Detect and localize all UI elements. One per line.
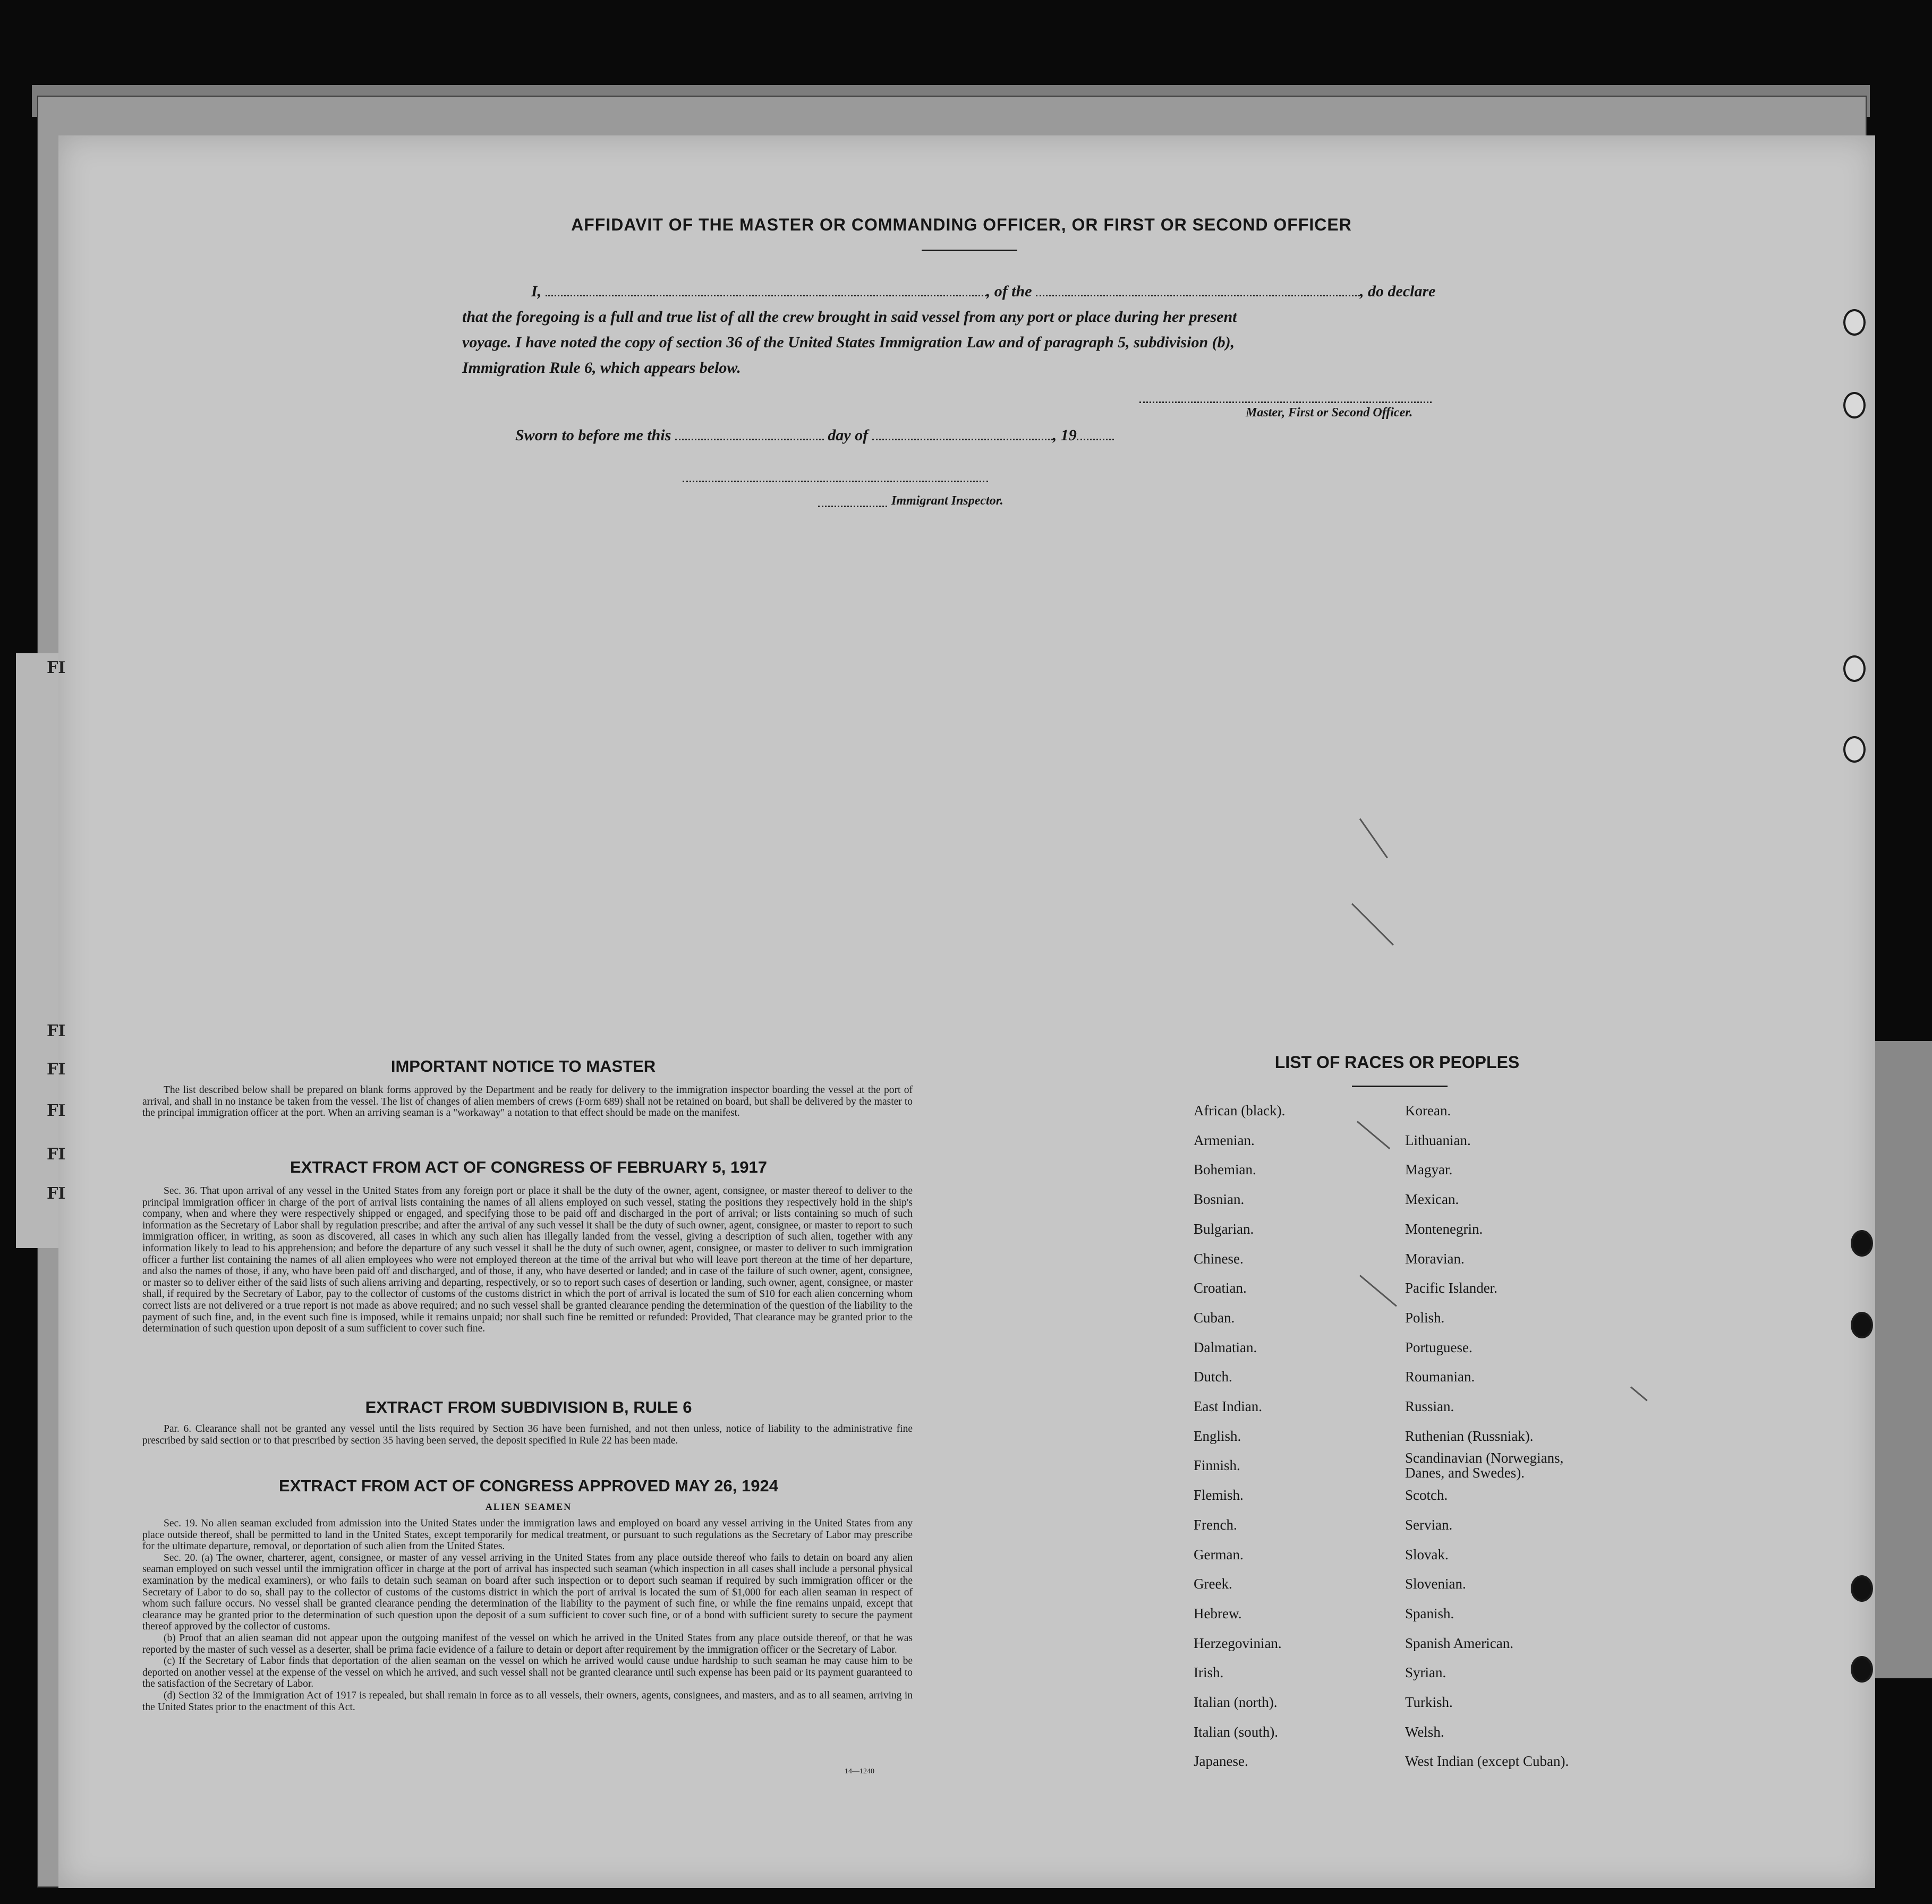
notice-text: The list described below shall be prepared on blank forms approved by the Department and be ready for delivery to the immigration inspector boarding the vessel at the port of arrival, and shall in no instance be taken from the vessel. The list of changes of alien members of crews (Form 689) shall not be retained on board, but shall be delivered by the master to the principal immigration officer at the port. When an arriving seaman is a "workaway" a notation to that effect should be made on the manifest. bbox=[142, 1085, 913, 1119]
margin-label: FI bbox=[47, 1060, 66, 1079]
race-item: Italian (north). bbox=[1194, 1694, 1278, 1711]
master-signature-label: Master, First or Second Officer. bbox=[1246, 406, 1413, 420]
vessel-blank[interactable] bbox=[1036, 282, 1360, 296]
races-title: LIST OF RACES OR PEOPLES bbox=[1274, 1053, 1520, 1072]
notice-title: IMPORTANT NOTICE TO MASTER bbox=[390, 1057, 656, 1075]
race-item: Flemish. bbox=[1194, 1487, 1244, 1504]
races-left-column bbox=[1194, 1096, 1285, 1777]
race-item: Finnish. bbox=[1194, 1457, 1240, 1474]
binder-hole-icon bbox=[1843, 655, 1866, 682]
race-item: Lithuanian. bbox=[1405, 1132, 1471, 1148]
race-item: Bosnian. bbox=[1194, 1191, 1245, 1208]
race-item: Slovenian. bbox=[1405, 1576, 1466, 1592]
margin-label: FI bbox=[47, 659, 66, 677]
extract-1924-text: Sec. 19. No alien seaman excluded from admission into the United States under the immigration laws and employed on board any vessel arriving in the United States from any place outside thereof, shall be permitted to land in the United States, except temporarily for medical treatment, or pursuant to such regulations as the Secretary of Labor may prescribe for the ultimate departure, removal, or deportation of such alien from the United States. Sec. 20. (a) The owner, charterer, agent, consignee, or master of any vessel arriving in the United States from any place outside thereof who fails to detain on board any alien seaman employed on such vessel until the immigration officer in charge at the port of arrival has inspected such seaman (which inspection in all cases shall include a personal physical examination by the medical examiners), or who fails to detain such seaman on board after such inspection or to deport such seaman if required by such immigration officer or the Secretary of Labor to do so, shall pay to the collector of customs of the customs district in which the port of arrival is located the sum of $1,000 for each alien seaman in respect of whom such failure occurs. No vessel shall be granted clearance pending the determination of the liability to the payment of such fine, or while the fine remains unpaid, except that clearance may be granted prior to the determination of such question upon the deposit of a sum sufficient to cover such fine, or of a bond with sufficient surety to secure the payment thereof approved by the collector of customs. (b) Proof that an alien seaman did not appear upon the outgoing manifest of the vessel on which he arrived in the United States from any place outside thereof, or that he was reported by the master of such vessel as a deserter, shall be prima facie evidence of a failure to detain or deport after requirement by the immigration officer or the Secretary of Labor. (c) If the Secretary of Labor finds that deportation of the alien seaman on the vessel on which he arrived would cause undue hardship to such seaman he may cause him to be deported on another vessel at the expense of the vessel on which he arrived, and such vessel shall not be granted clearance until such expense has been paid or its payment guaranteed to the satisfaction of the Secretary of Labor. (d) Section 32 of the Immigration Act of 1917 is repealed, but shall remain in force as to all vessels, their owners, agents, consignees, and masters, and as to all seamen, arriving in the United States prior to the enactment of this Act. bbox=[142, 1518, 913, 1713]
extract-1924-title: EXTRACT FROM ACT OF CONGRESS APPROVED MAY 26, 1924 bbox=[279, 1476, 778, 1495]
affidavit-text bbox=[462, 279, 1477, 381]
binder-hole-icon bbox=[1843, 736, 1866, 763]
race-item: Portuguese. bbox=[1405, 1339, 1473, 1355]
alien-seamen-subtitle: ALIEN SEAMEN bbox=[485, 1501, 572, 1512]
binder-hole-icon bbox=[1851, 1230, 1873, 1257]
race-item: Mexican. bbox=[1405, 1191, 1459, 1208]
sworn-month-blank[interactable] bbox=[872, 426, 1053, 440]
extract-rule6-title: EXTRACT FROM SUBDIVISION B, RULE 6 bbox=[365, 1398, 692, 1416]
race-item: Hebrew. bbox=[1194, 1605, 1242, 1621]
extract-rule6-text: Par. 6. Clearance shall not be granted any vessel until the lists required by Section 36 have been furnished, and not then unless, notice of liability to the administrative fine prescribed by said section or to that prescribed by section 35 having been served, the deposit specified in Rule 22 has been made. bbox=[142, 1423, 913, 1446]
margin-label: FI bbox=[47, 1022, 66, 1040]
race-item: Welsh. bbox=[1405, 1723, 1444, 1740]
race-item: Servian. bbox=[1405, 1516, 1453, 1533]
race-item: Turkish. bbox=[1405, 1694, 1453, 1711]
race-item: Russian. bbox=[1405, 1398, 1454, 1415]
race-item: Spanish. bbox=[1405, 1605, 1454, 1621]
race-item: West Indian (except Cuban). bbox=[1405, 1753, 1569, 1770]
race-item: Ruthenian (Russniak). bbox=[1405, 1428, 1534, 1444]
extract-1917-title: EXTRACT FROM ACT OF CONGRESS OF FEBRUARY 5, 1917 bbox=[290, 1158, 767, 1176]
race-item: East Indian. bbox=[1194, 1398, 1262, 1415]
races-title-rule bbox=[1352, 1086, 1448, 1087]
sworn-year-blank[interactable] bbox=[1077, 426, 1114, 440]
binder-hole-icon bbox=[1843, 392, 1866, 419]
race-item: Irish. bbox=[1194, 1664, 1224, 1681]
binder-hole-icon bbox=[1851, 1575, 1873, 1602]
sworn-line: Sworn to before me this day of , 19 bbox=[515, 426, 1114, 445]
race-item: Montenegrin. bbox=[1405, 1220, 1483, 1237]
race-item: Bulgarian. bbox=[1194, 1220, 1254, 1237]
race-item: English. bbox=[1194, 1428, 1241, 1444]
margin-label: FI bbox=[47, 1145, 66, 1164]
race-item: Italian (south). bbox=[1194, 1723, 1278, 1740]
master-signature-line[interactable] bbox=[1139, 402, 1432, 403]
inspector-label: Immigrant Inspector. bbox=[891, 494, 1003, 508]
affidavit-line-1: I, , of the , do declare bbox=[531, 283, 1436, 300]
inspector-signature-line[interactable] bbox=[683, 481, 988, 482]
title-rule bbox=[922, 250, 1017, 251]
race-item: Korean. bbox=[1405, 1103, 1451, 1119]
extract-1917-text: Sec. 36. That upon arrival of any vessel in the United States from any foreign port or place it shall be the duty of the owner, agent, consignee, or master thereof to deliver to the principal immigration officer in charge of the port of arrival lists containing the names of all aliens employed on such vessel, stating the positions they respectively hold in the ship's company, when and where they were respectively shipped or engaged, and specifying those to be paid off and discharged in the port of arrival; or lists containing so much of such information as the Secretary of Labor shall by regulation prescribe; and after the arrival of any such vessel it shall be the duty of such owner, agent, consignee, or master to report to such immigration officer, in writing, as soon as discovered, all cases in which any such alien has illegally landed from the vessel, giving a description of such alien, together with any information likely to lead to his apprehension; and before the departure of any such vessel it shall be the duty of such owner, agent, consignee, or master to deliver to such immigration officer a further list containing the names of all alien employees who were not employed thereon at the time of the arrival but who will leave port thereon at the time of her departure, and also the names of those, if any, who have been paid off and discharged, and of those, if any, who have deserted or landed; and in case of the failure of such owner, agent, consignee, or master so to deliver either of the said lists of such aliens arriving and departing, respectively, or so to report such cases of desertion or landing, such owner, agent, consignee, or master shall, if required by the Secretary of Labor, pay to the collector of customs of the customs district in which the port of arrival is located the sum of $10 for each alien concerning whom correct lists are not delivered or a true report is not made as above required; and no such vessel shall be granted clearance pending the determination of the question of the liability to the payment of such fine, and, in the event such fine is imposed, while it remains unpaid; nor shall such fine be remitted or refunded: Provided, That clearance may be granted prior to the determination of such question upon deposit of a sum sufficient to cover such fine. bbox=[142, 1185, 913, 1335]
sworn-day-blank[interactable] bbox=[675, 426, 824, 440]
race-item: German. bbox=[1194, 1546, 1244, 1563]
race-item: Moravian. bbox=[1405, 1250, 1465, 1267]
race-item: Armenian. bbox=[1194, 1132, 1255, 1148]
race-item: Scotch. bbox=[1405, 1487, 1448, 1504]
binder-hole-icon bbox=[1851, 1312, 1873, 1338]
race-item: Dutch. bbox=[1194, 1369, 1232, 1385]
affidavit-line-3: voyage. I have noted the copy of section 36 of the United States Immigration Law and of paragraph 5, subdivision (b), bbox=[462, 334, 1235, 351]
race-item: Spanish American. bbox=[1405, 1635, 1513, 1651]
race-item: Croatian. bbox=[1194, 1280, 1247, 1296]
race-item: Herzegovinian. bbox=[1194, 1635, 1282, 1651]
race-item: Cuban. bbox=[1194, 1309, 1235, 1326]
race-item: Greek. bbox=[1194, 1576, 1232, 1592]
inspector-short-line bbox=[818, 506, 887, 507]
race-item: Roumanian. bbox=[1405, 1369, 1475, 1385]
affidavit-title: AFFIDAVIT OF THE MASTER OR COMMANDING OFFICER, OR FIRST OR SECOND OFFICER bbox=[571, 215, 1352, 234]
affidavit-line-2: that the foregoing is a full and true list of all the crew brought in said vessel from any port or place during her present bbox=[462, 308, 1237, 326]
race-item: Japanese. bbox=[1194, 1753, 1248, 1770]
margin-label: FI bbox=[47, 1184, 66, 1203]
race-item: Pacific Islander. bbox=[1405, 1280, 1497, 1296]
race-item: Chinese. bbox=[1194, 1250, 1244, 1267]
races-right-column bbox=[1405, 1096, 1586, 1777]
race-item: Slovak. bbox=[1405, 1546, 1449, 1563]
race-item: French. bbox=[1194, 1516, 1237, 1533]
race-item: Scandinavian (Norwegians, Danes, and Swedes). bbox=[1405, 1450, 1564, 1481]
race-item: Dalmatian. bbox=[1194, 1339, 1257, 1355]
race-item: Bohemian. bbox=[1194, 1162, 1256, 1178]
race-item: African (black). bbox=[1194, 1103, 1286, 1119]
binder-hole-icon bbox=[1851, 1656, 1873, 1683]
name-blank[interactable] bbox=[546, 282, 986, 296]
race-item: Magyar. bbox=[1405, 1162, 1453, 1178]
margin-label: FI bbox=[47, 1102, 66, 1120]
race-item: Polish. bbox=[1405, 1309, 1445, 1326]
affidavit-line-4: Immigration Rule 6, which appears below. bbox=[462, 359, 741, 377]
form-number: 14—1240 bbox=[845, 1768, 874, 1775]
binder-hole-icon bbox=[1843, 309, 1866, 336]
race-item: Syrian. bbox=[1405, 1664, 1446, 1681]
